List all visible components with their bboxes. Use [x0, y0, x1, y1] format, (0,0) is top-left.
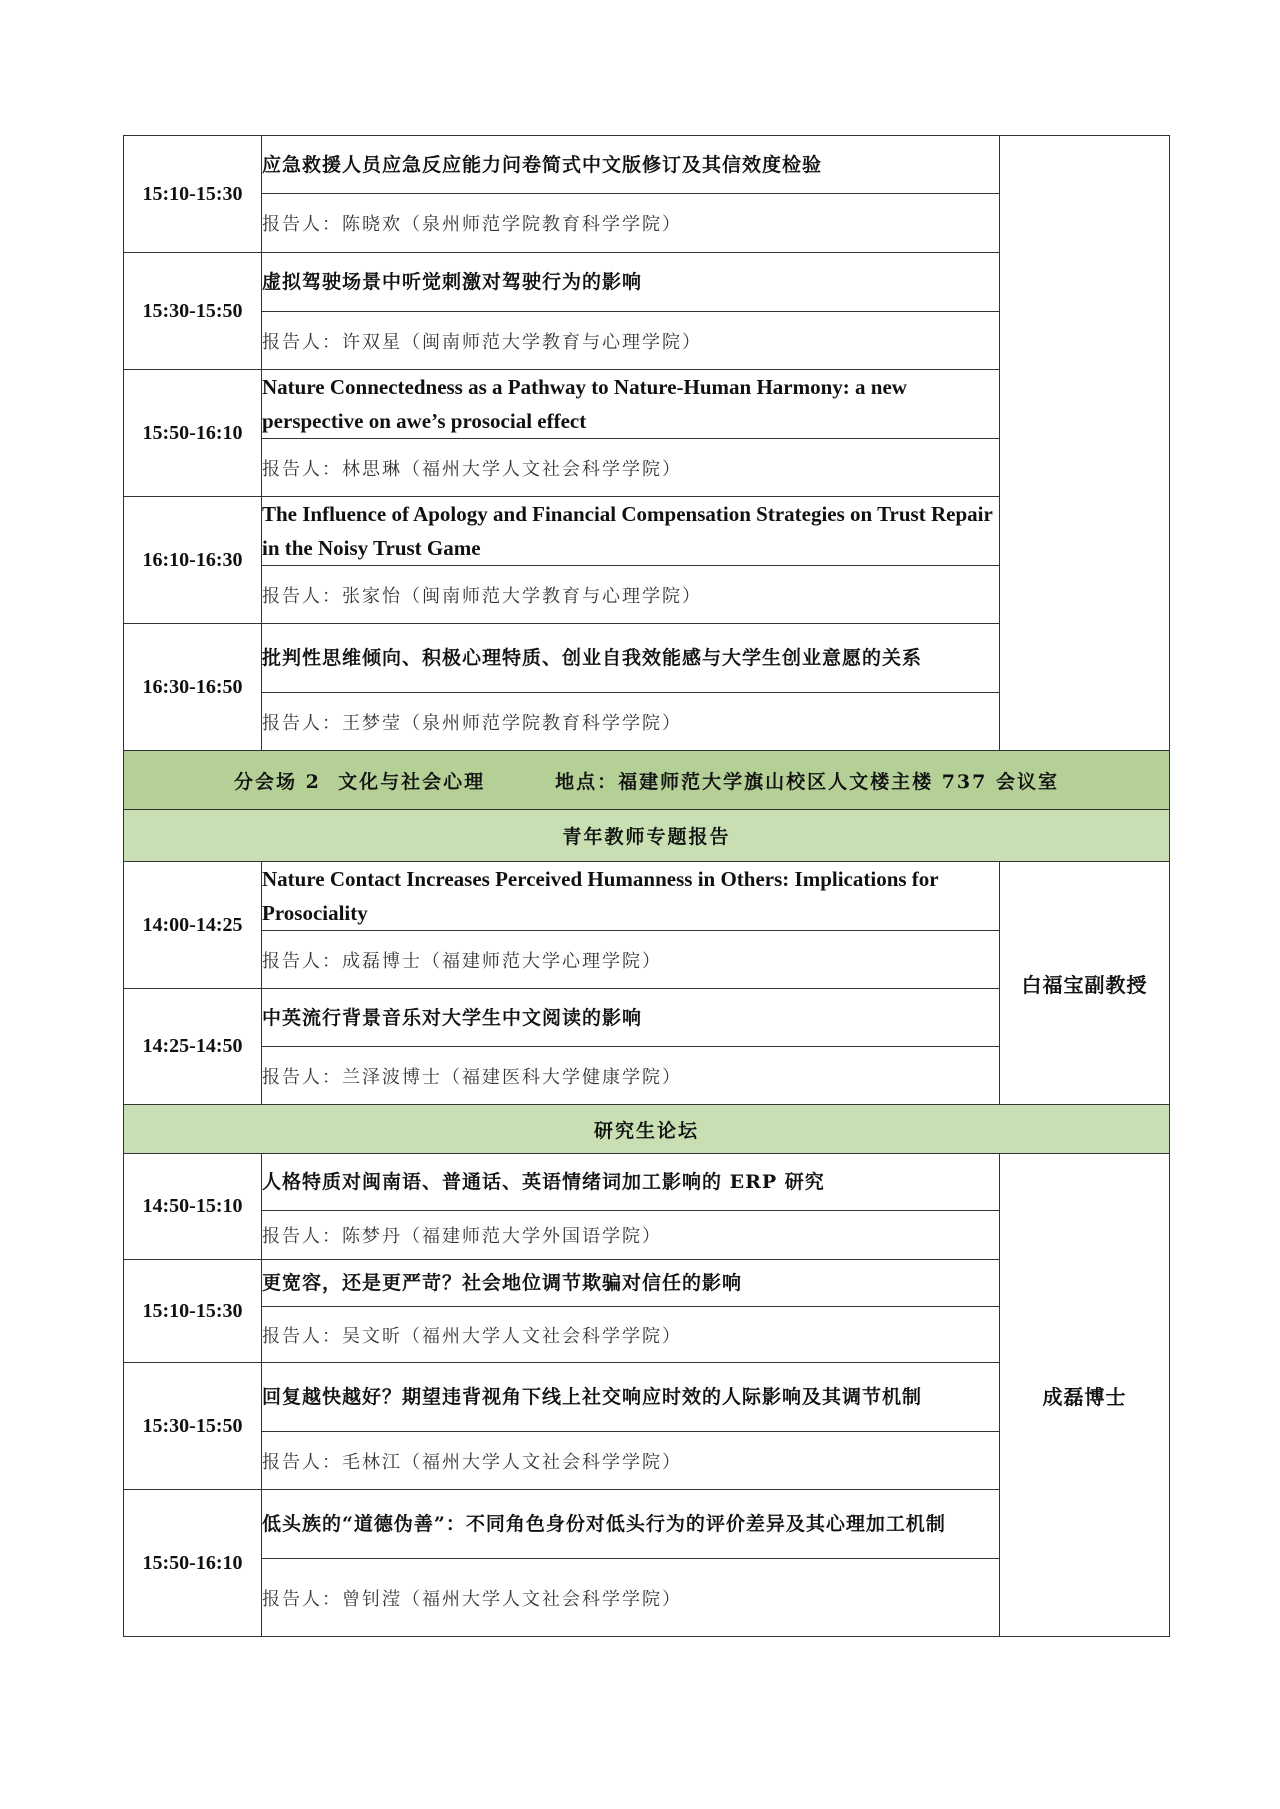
talk-speaker: 报告人：张家怡（闽南师范大学教育与心理学院）: [262, 566, 1000, 624]
time-slot: 16:10-16:30: [124, 497, 262, 624]
talk-speaker: 报告人：毛林江（福州大学人文社会科学学院）: [262, 1432, 1000, 1490]
section-header-young-teacher: 青年教师专题报告: [124, 810, 1170, 862]
talk-speaker: 报告人：陈梦丹（福建师范大学外国语学院）: [262, 1211, 1000, 1260]
talk-speaker: 报告人：林思琳（福州大学人文社会科学学院）: [262, 439, 1000, 497]
time-slot: 15:30-15:50: [124, 253, 262, 370]
session-name: 分会场 2 文化与社会心理: [234, 770, 486, 793]
session-chair: 成磊博士: [1000, 1154, 1170, 1637]
time-slot: 15:50-16:10: [124, 1490, 262, 1637]
talk-speaker: 报告人：陈晓欢（泉州师范学院教育科学学院）: [262, 194, 1000, 253]
time-slot: 15:10-15:30: [124, 136, 262, 253]
talk-speaker: 报告人：成磊博士（福建师范大学心理学院）: [262, 931, 1000, 989]
section-header-grad-forum: 研究生论坛: [124, 1105, 1170, 1154]
talk-title: 更宽容，还是更严苛？社会地位调节欺骗对信任的影响: [262, 1260, 1000, 1307]
talk-title: 人格特质对闽南语、普通话、英语情绪词加工影响的 ERP 研究: [262, 1154, 1000, 1211]
session-chair: 白福宝副教授: [1000, 862, 1170, 1105]
time-slot: 14:50-15:10: [124, 1154, 262, 1260]
schedule-table: [123, 135, 1170, 1637]
talk-title: 应急救援人员应急反应能力问卷简式中文版修订及其信效度检验: [262, 136, 1000, 194]
talk-speaker: 报告人：王梦莹（泉州师范学院教育科学学院）: [262, 693, 1000, 751]
talk-title: The Influence of Apology and Financial Compensation Strategies on Trust Repair in the Noisy Trust Game: [262, 497, 1000, 566]
talk-title: 回复越快越好？期望违背视角下线上社交响应时效的人际影响及其调节机制: [262, 1363, 1000, 1432]
talk-title: 虚拟驾驶场景中听觉刺激对驾驶行为的影响: [262, 253, 1000, 312]
time-slot: 16:30-16:50: [124, 624, 262, 751]
talk-title: 中英流行背景音乐对大学生中文阅读的影响: [262, 989, 1000, 1047]
talk-speaker: 报告人：曾钊滢（福州大学人文社会科学学院）: [262, 1559, 1000, 1637]
talk-speaker: 报告人：兰泽波博士（福建医科大学健康学院）: [262, 1047, 1000, 1105]
talk-title: Nature Connectedness as a Pathway to Nature-Human Harmony: a new perspective on awe’s prosocial effect: [262, 370, 1000, 439]
talk-title: 低头族的“道德伪善”：不同角色身份对低头行为的评价差异及其心理加工机制: [262, 1490, 1000, 1559]
session-venue: 地点：福建师范大学旗山校区人文楼主楼 737 会议室: [555, 770, 1059, 793]
time-slot: 14:00-14:25: [124, 862, 262, 989]
time-slot: 15:30-15:50: [124, 1363, 262, 1490]
talk-title: 批判性思维倾向、积极心理特质、创业自我效能感与大学生创业意愿的关系: [262, 624, 1000, 693]
talk-title: Nature Contact Increases Perceived Humanness in Others: Implications for Prosociality: [262, 862, 1000, 931]
session-header: [124, 751, 1170, 810]
time-slot: 15:50-16:10: [124, 370, 262, 497]
talk-speaker: 报告人：许双星（闽南师范大学教育与心理学院）: [262, 312, 1000, 370]
talk-speaker: 报告人：吴文昕（福州大学人文社会科学学院）: [262, 1307, 1000, 1363]
time-slot: 15:10-15:30: [124, 1260, 262, 1363]
time-slot: 14:25-14:50: [124, 989, 262, 1105]
chair-cell-empty: [1000, 136, 1170, 751]
